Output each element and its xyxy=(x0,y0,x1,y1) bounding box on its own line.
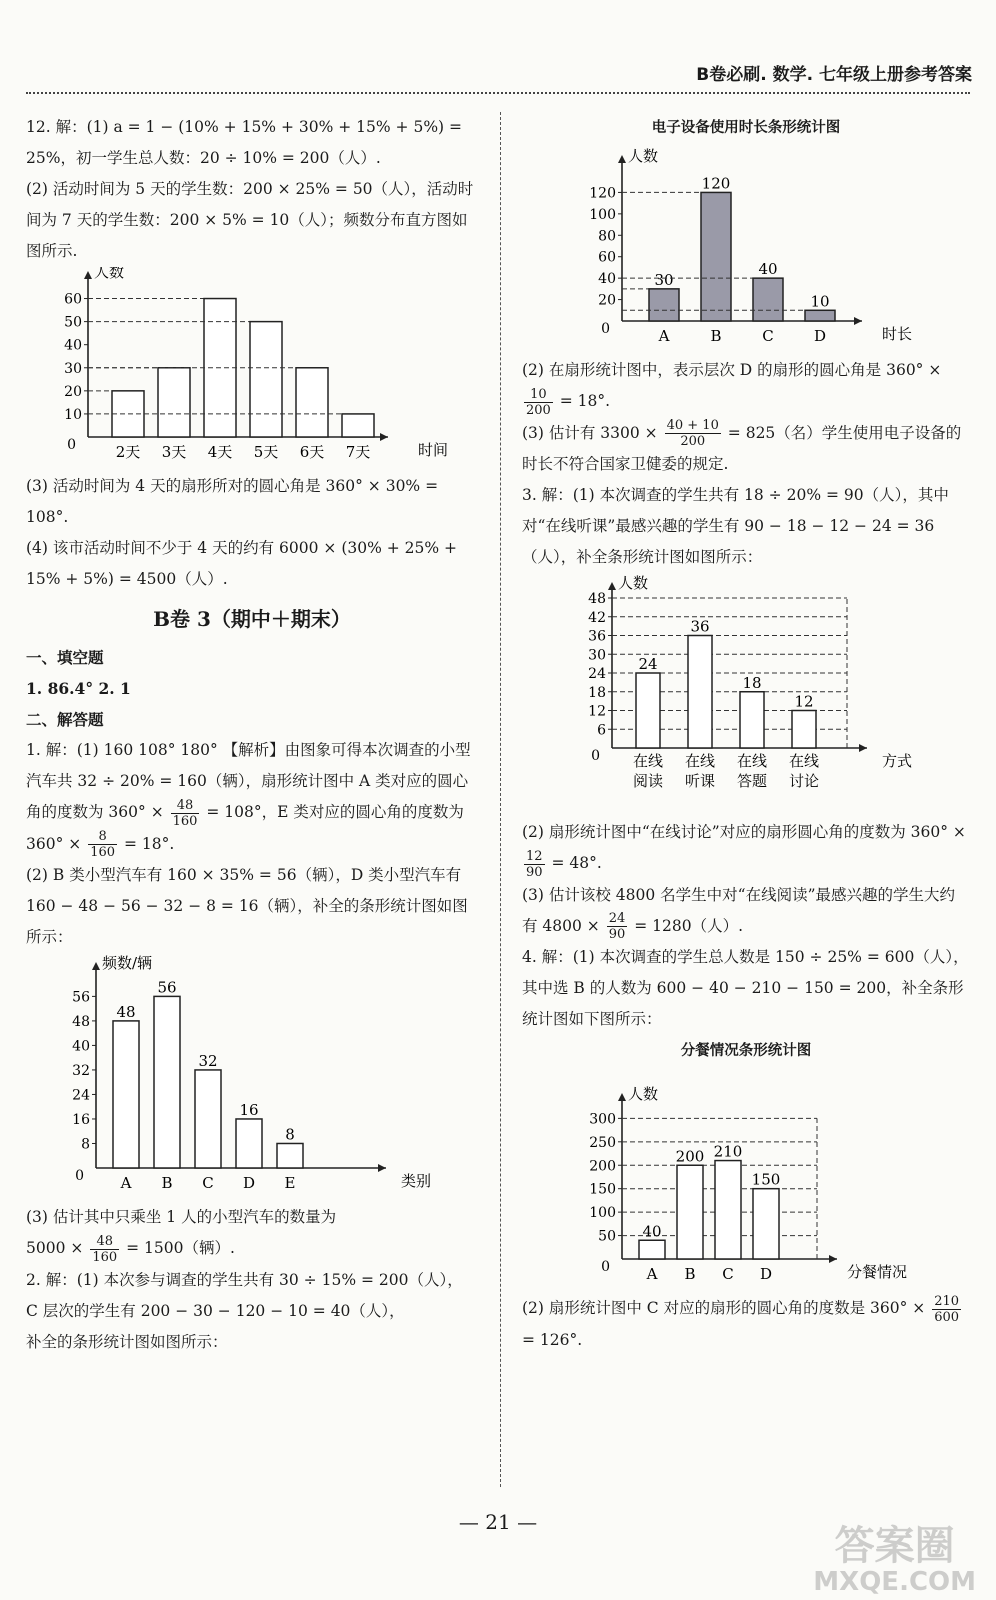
bar-value-label: 40 xyxy=(758,260,778,279)
bar xyxy=(701,192,731,321)
x-tick-label: 2天 xyxy=(115,443,141,461)
y-tick-label: 250 xyxy=(589,1134,616,1151)
y-tick-label: 10 xyxy=(64,406,82,423)
bar xyxy=(639,1240,665,1259)
x-tick-label: 阅读 xyxy=(632,772,664,790)
x-tick-label: D xyxy=(242,1174,256,1192)
x-tick-label: 在线 xyxy=(736,752,768,770)
x-tick-label: B xyxy=(684,1265,696,1283)
bar-value-label: 32 xyxy=(198,1051,218,1070)
q12-part1: 12. 解：(1) a = 1 − (10% + 15% + 30% + 15% + 5%) = 25%，初一学生总人数：20 ÷ 10% = 200（人）. xyxy=(26,118,463,167)
chart-car-categories xyxy=(26,953,478,1198)
x-axis-arrow xyxy=(829,1255,837,1263)
y-tick-label: 32 xyxy=(72,1062,90,1079)
x-tick-label: E xyxy=(284,1174,296,1192)
q2-part1: 2. 解：(1) 本次参与调查的学生共有 30 ÷ 15% = 200（人）， xyxy=(26,1270,463,1289)
y-axis-label: 频数/辆 xyxy=(102,954,153,972)
x-axis-label: 时长 xyxy=(882,325,913,343)
bar-value-label: 200 xyxy=(675,1147,705,1166)
page-number: — 21 — xyxy=(458,1510,538,1534)
fraction: $\frac{48}{160}$ xyxy=(172,797,198,829)
y-tick-label: 40 xyxy=(72,1038,90,1055)
bar-value-label: 210 xyxy=(713,1142,743,1161)
y-tick-label: 200 xyxy=(589,1158,616,1175)
fraction: $\frac{8}{160}$ xyxy=(90,829,116,860)
bar xyxy=(342,414,374,437)
y-tick-label: 48 xyxy=(72,1013,90,1030)
q2-part3-estimate: (3) 估计有 3300 × $\frac{40 + 10}{200}$ = 825（名）学生使用电子设备的时长不符合国家卫健委的规定. xyxy=(522,418,962,473)
x-tick-label: 在线 xyxy=(684,752,716,770)
bar-value-label: 36 xyxy=(690,617,710,636)
x-tick-label: 3天 xyxy=(161,443,187,461)
y-tick-label: 18 xyxy=(588,684,606,701)
y-tick-label: 48 xyxy=(588,591,606,607)
chart-activity-days xyxy=(26,267,478,467)
x-axis-label: 时间 xyxy=(418,441,449,459)
y-tick-label: 60 xyxy=(64,291,82,308)
q2-part3: 补全的条形统计图如图所示： xyxy=(26,1332,228,1351)
y-axis-arrow xyxy=(608,582,616,590)
bar xyxy=(805,310,835,321)
x-tick-label: 7天 xyxy=(345,443,371,461)
y-tick-label: 80 xyxy=(598,228,616,245)
bar xyxy=(236,1119,262,1168)
x-tick-label: 在线 xyxy=(788,752,820,770)
bar-value-label: 48 xyxy=(116,1002,136,1021)
y-tick-label: 120 xyxy=(589,185,616,202)
y-axis-arrow xyxy=(618,1093,626,1101)
bar xyxy=(753,278,783,321)
x-tick-label: 4天 xyxy=(207,443,233,461)
x-tick-label: 听课 xyxy=(684,772,716,790)
y-axis-arrow xyxy=(618,155,626,163)
bar xyxy=(296,368,328,437)
x-tick-label: A xyxy=(658,327,670,345)
header-divider xyxy=(26,92,970,94)
x-tick-label: B xyxy=(710,327,722,345)
q1-part2: (2) B 类小型汽车有 160 × 35% = 56（辆），D 类小型汽车有 160 − 48 − 56 − 32 − 8 = 16（辆），补全的条形统计图如图所示： xyxy=(26,866,468,946)
y-tick-label: 20 xyxy=(64,383,82,400)
x-tick-label: C xyxy=(202,1174,214,1192)
x-tick-label: D xyxy=(813,327,827,345)
y-tick-label: 300 xyxy=(589,1111,616,1128)
y-tick-label: 50 xyxy=(64,314,82,331)
x-tick-label: 5天 xyxy=(253,443,279,461)
y-tick-label: 100 xyxy=(589,206,616,223)
bar xyxy=(277,1143,303,1168)
y-tick-label: 30 xyxy=(64,360,82,377)
bar xyxy=(113,1021,139,1168)
q12-part3: (3) 活动时间为 4 天的扇形所对的圆心角是 360° × 30% = 108°. xyxy=(26,477,439,526)
bar-value-label: 16 xyxy=(239,1100,259,1119)
q1-part3: (3) 估计其中只乘坐 1 人的小型汽车的数量为 xyxy=(26,1208,337,1226)
y-tick-label: 30 xyxy=(588,647,606,664)
x-tick-label: B xyxy=(161,1174,173,1192)
bar xyxy=(158,368,190,437)
left-column xyxy=(26,112,478,1358)
y-tick-label: 150 xyxy=(589,1181,616,1198)
x-axis-label: 类别 xyxy=(401,1172,432,1190)
y-tick-label: 20 xyxy=(598,292,616,309)
fill-blank-heading: 一、填空题 xyxy=(26,648,104,667)
y-axis-label: 人数 xyxy=(628,1085,659,1103)
page-header xyxy=(0,0,996,96)
q12-part2: (2) 活动时间为 5 天的学生数：200 × 25% = 50（人），活动时间为 7 天的学生数：200 × 5% = 10（人）；频数分布直方图如图所示. xyxy=(26,180,474,260)
y-tick-label: 8 xyxy=(81,1136,90,1153)
x-axis-arrow xyxy=(859,744,867,752)
header-title: B卷必刷. 数学. 七年级上册参考答案 xyxy=(696,65,972,85)
x-tick-label: 6天 xyxy=(299,443,325,461)
bar xyxy=(195,1070,221,1168)
y-tick-label: 40 xyxy=(64,337,82,354)
x-tick-label: 答题 xyxy=(736,772,768,790)
x-axis-arrow xyxy=(380,433,388,441)
q4-part1: 4. 解：(1) 本次调查的学生总人数是 150 ÷ 25% = 600（人），其中选 B 的人数为 600 − 40 − 210 − 150 = 200，补全条形统计图如下图所示： xyxy=(522,948,969,1028)
y-tick-label: 36 xyxy=(588,628,606,645)
bar xyxy=(688,636,712,749)
chart-device-usage xyxy=(522,141,970,351)
bar-value-label: 40 xyxy=(642,1222,662,1241)
q3-part3: (3) 估计该校 4800 名学生中对“在线阅读”最感兴趣的学生大约有 4800 × $\frac{24}{90}$ = 1280（人）. xyxy=(522,885,956,942)
q3-part2: (2) 扇形统计图中“在线讨论”对应的扇形圆心角的度数为 360° × $\frac{12}{90}$ = 48°. xyxy=(522,823,966,880)
fraction: $\frac{10}{200}$ xyxy=(526,386,551,418)
y-tick-label: 42 xyxy=(588,609,606,626)
y-axis-label: 人数 xyxy=(94,267,125,281)
bar xyxy=(677,1165,703,1259)
bar xyxy=(792,711,816,749)
y-tick-label: 40 xyxy=(598,271,616,288)
chart-title-device: 电子设备使用时长条形统计图 xyxy=(651,120,841,136)
x-tick-label: C xyxy=(762,327,774,345)
x-axis-label: 方式 xyxy=(882,752,913,770)
chart-online-learning xyxy=(522,573,970,813)
fraction: $\frac{48}{160}$ xyxy=(92,1233,118,1265)
origin-label: 0 xyxy=(601,321,610,337)
origin-label: 0 xyxy=(75,1168,84,1184)
right-column xyxy=(522,112,970,1356)
section-title: B卷 3（期中＋期末） xyxy=(153,607,351,631)
solve-heading: 二、解答题 xyxy=(26,710,104,729)
bar-value-label: 8 xyxy=(285,1125,295,1144)
bar xyxy=(636,673,660,748)
fraction: $\frac{40 + 10}{200}$ xyxy=(666,418,719,449)
x-axis-arrow xyxy=(854,317,862,325)
chart-title-meal: 分餐情况条形统计图 xyxy=(680,1043,812,1059)
bar xyxy=(715,1161,741,1259)
x-tick-label: C xyxy=(722,1265,734,1283)
bar xyxy=(154,996,180,1168)
fraction: $\frac{12}{90}$ xyxy=(526,848,543,880)
fraction: $\frac{24}{90}$ xyxy=(608,911,626,942)
y-tick-label: 6 xyxy=(597,722,606,739)
q4-part2: (2) 扇形统计图中 C 对应的扇形的圆心角的度数是 360° × $\frac{210}{600}$ = 126°. xyxy=(522,1293,960,1349)
q1-part1: 1. 解：(1) 160 108° 180° 【解析】由图象可得本次调查的小型汽车共 32 ÷ 20% = 160（辆），扇形统计图中 A 类对应的圆心角的度数为 360° × $\frac{48}{160}$ = 108°，E 类对应的圆心角的度数为 360° × $\frac{8}{160}$ = 18°. xyxy=(26,741,471,860)
bar-value-label: 24 xyxy=(638,655,658,673)
q2-part2-angle: (2) 在扇形统计图中，表示层次 D 的扇形的圆心角是 360° × $\frac{10}{200}$ = 18°. xyxy=(522,361,942,418)
fraction: $\frac{210}{600}$ xyxy=(934,1293,960,1325)
bar-value-label: 18 xyxy=(742,673,762,692)
y-tick-label: 100 xyxy=(589,1205,616,1222)
y-tick-label: 50 xyxy=(598,1228,616,1245)
y-axis-label: 人数 xyxy=(618,574,649,592)
bar-value-label: 150 xyxy=(751,1170,781,1189)
column-divider xyxy=(500,112,501,1487)
y-axis-arrow xyxy=(92,962,100,970)
y-tick-label: 24 xyxy=(588,666,606,682)
y-tick-label: 56 xyxy=(72,989,90,1006)
x-tick-label: A xyxy=(646,1265,658,1283)
x-tick-label: 讨论 xyxy=(788,772,820,790)
y-tick-label: 60 xyxy=(598,249,616,266)
bar-value-label: 10 xyxy=(810,292,830,311)
bar xyxy=(753,1189,779,1259)
origin-label: 0 xyxy=(67,437,76,453)
y-tick-label: 12 xyxy=(588,703,606,720)
q3-part1: 3. 解：(1) 本次调查的学生共有 18 ÷ 20% = 90（人），其中对“在线听课”最感兴趣的学生有 90 − 18 − 12 − 24 = 36（人），补全条形统计图如图所示： xyxy=(522,486,949,566)
bar-value-label: 56 xyxy=(157,978,177,997)
fill-blank-answers: 1. 86.4° 2. 1 xyxy=(26,679,131,698)
x-tick-label: 在线 xyxy=(632,752,664,770)
bar-value-label: 30 xyxy=(654,270,674,289)
x-tick-label: D xyxy=(759,1265,773,1283)
x-tick-label: A xyxy=(120,1174,132,1192)
y-axis-arrow xyxy=(84,271,92,279)
x-axis-label: 分餐情况 xyxy=(847,1263,908,1281)
bar xyxy=(649,289,679,321)
q12-part4: (4) 该市活动时间不少于 4 天的约有 6000 × (30% + 25% + 15% + 5%) = 4500（人）. xyxy=(26,539,458,588)
bar xyxy=(740,692,764,748)
y-tick-label: 16 xyxy=(72,1111,90,1128)
y-tick-label: 24 xyxy=(72,1087,90,1104)
bar xyxy=(250,322,282,437)
q1-part3-calc: 5000 × $\frac{48}{160}$ = 1500（辆）. xyxy=(26,1233,235,1265)
bar-value-label: 12 xyxy=(794,692,814,711)
chart-meal-sharing xyxy=(522,1064,970,1289)
q2-part2: C 层次的学生有 200 − 30 − 120 − 10 = 40（人）， xyxy=(26,1301,405,1320)
x-axis-arrow xyxy=(378,1164,386,1172)
origin-label: 0 xyxy=(601,1259,610,1275)
y-axis-label: 人数 xyxy=(628,147,659,165)
watermark-logo: 答案圈 MXQE.COM xyxy=(813,1523,976,1597)
bar-value-label: 120 xyxy=(701,174,731,193)
origin-label: 0 xyxy=(591,748,600,764)
